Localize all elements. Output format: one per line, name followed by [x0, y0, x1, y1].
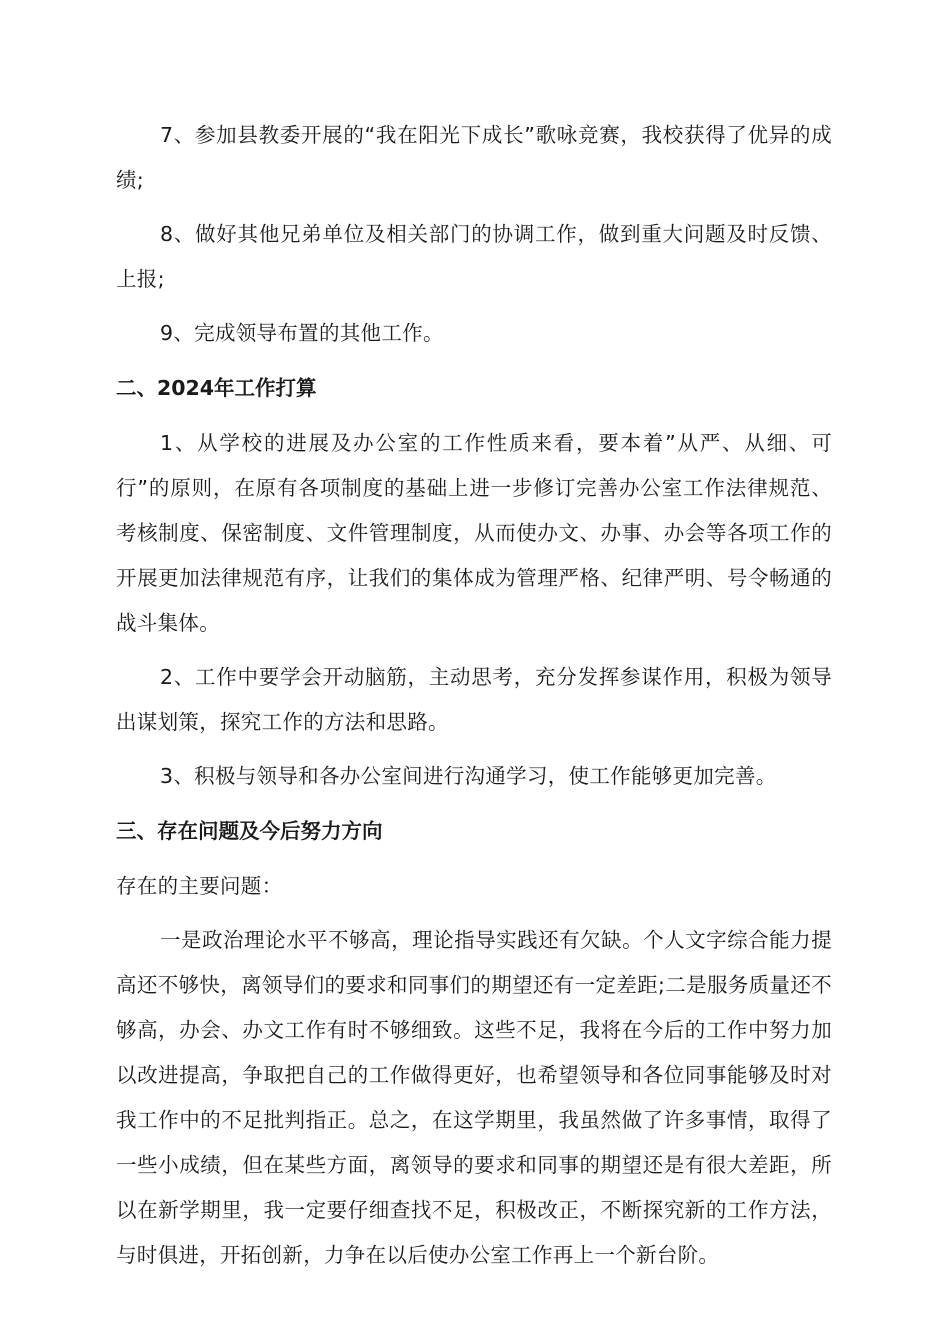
section-heading-problems: 三、存在问题及今后努力方向 [116, 819, 383, 843]
plan-item-2: 2、工作中要学会开动脑筋，主动思考，充分发挥参谋作用，积极为领导出谋划策，探究工作的方法和思路。 [116, 665, 832, 734]
plan-item-1: 1、从学校的进展及办公室的工作性质来看，要本着”从严、从细、可行”的原则，在原有各项制度的基础上进一步修订完善办公室工作法律规范、考核制度、保密制度、文件管理制度，从而使办文、办事、办会等各项工作的开展更加法律规范有序，让我们的集体成为管理严格、纪律严明、号令畅通的战斗集体。 [116, 431, 832, 635]
list-item-8: 8、做好其他兄弟单位及相关部门的协调工作，做到重大问题及时反馈、上报; [116, 222, 832, 291]
section-heading-plans: 二、2024年工作打算 [116, 376, 317, 400]
document-page [116, 113, 832, 1278]
list-item-7: 7、参加县教委开展的“我在阳光下成长”歌咏竞赛，我校获得了优异的成绩; [116, 123, 832, 192]
problems-body: 一是政治理论水平不够高，理论指导实践还有欠缺。个人文字综合能力提高还不够快，离领导们的要求和同事们的期望还有一定差距;二是服务质量还不够高，办会、办文工作有时不够细致。这些不足，我将在今后的工作中努力加以改进提高，争取把自己的工作做得更好，也希望领导和各位同事能够及时对我工作中的不足批判指正。总之，在这学期里，我虽然做了许多事情，取得了一些小成绩，但在某些方面，离领导的要求和同事的期望还是有很大差距，所以在新学期里，我一定要仔细查找不足，积极改正，不断探究新的工作方法，与时俱进，开拓创新，力争在以后使办公室工作再上一个新台阶。 [116, 928, 832, 1267]
problems-subheading: 存在的主要问题： [116, 874, 283, 898]
plan-item-3: 3、积极与领导和各办公室间进行沟通学习，使工作能够更加完善。 [160, 764, 777, 788]
list-item-9: 9、完成领导布置的其他工作。 [160, 321, 444, 345]
